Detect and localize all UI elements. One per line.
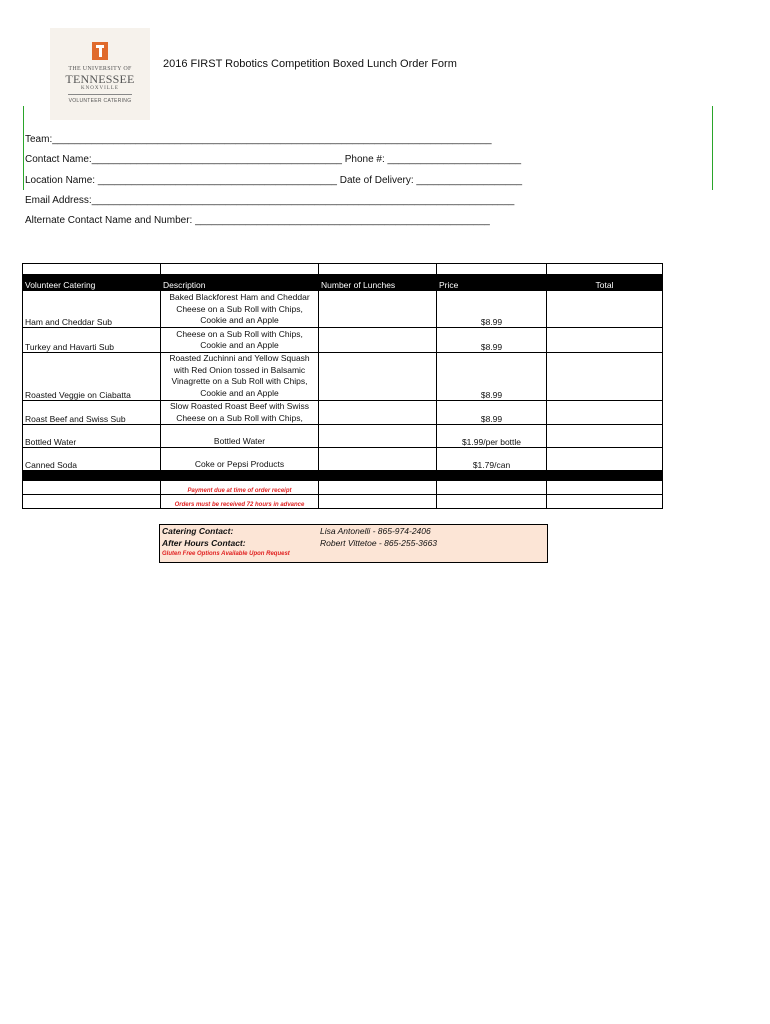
row-total bbox=[547, 400, 663, 424]
item-name: Canned Soda bbox=[23, 448, 161, 471]
table-cell bbox=[437, 481, 547, 495]
payment-note-row bbox=[23, 481, 663, 495]
contact-phone-field[interactable]: Contact Name:_____________________________________________ Phone #: ________________________ bbox=[25, 154, 522, 165]
payment-due-note: Payment due at time of order receipt bbox=[161, 481, 319, 495]
lunch-quantity-input[interactable] bbox=[319, 353, 437, 401]
table-cell bbox=[319, 481, 437, 495]
table-cell bbox=[547, 495, 663, 509]
lunch-quantity-input[interactable] bbox=[319, 328, 437, 353]
item-price: $8.99 bbox=[437, 291, 547, 328]
table-row bbox=[23, 291, 663, 328]
green-border-left bbox=[23, 106, 24, 190]
table-cell bbox=[319, 495, 437, 509]
header-number-of-lunches: Number of Lunches bbox=[319, 275, 437, 291]
table-row bbox=[23, 328, 663, 353]
catering-contact-label: Catering Contact: bbox=[162, 526, 234, 536]
blank-row bbox=[23, 264, 663, 275]
volunteer-catering-logo bbox=[50, 28, 150, 120]
item-price: $8.99 bbox=[437, 400, 547, 424]
item-name: Roast Beef and Swiss Sub bbox=[23, 400, 161, 424]
team-field[interactable]: Team:_______________________________________________________________________________ bbox=[25, 134, 492, 145]
after-hours-contact-label: After Hours Contact: bbox=[162, 538, 246, 548]
item-price: $1.79/can bbox=[437, 448, 547, 471]
item-description: Bottled Water bbox=[161, 425, 319, 448]
green-border-right bbox=[712, 106, 713, 190]
advance-note-row bbox=[23, 495, 663, 509]
table-row bbox=[23, 400, 663, 424]
gluten-free-note: Gluten Free Options Available Upon Request bbox=[162, 551, 290, 557]
item-description: Coke or Pepsi Products bbox=[161, 448, 319, 471]
advance-order-note: Orders must be received 72 hours in advance bbox=[161, 495, 319, 509]
logo-line-4: VOLUNTEER CATERING bbox=[68, 98, 132, 104]
table-row bbox=[23, 448, 663, 471]
table-cell bbox=[319, 264, 437, 275]
order-table bbox=[22, 263, 663, 509]
item-price: $1.99/per bottle bbox=[437, 425, 547, 448]
row-total bbox=[547, 328, 663, 353]
table-cell bbox=[23, 264, 161, 275]
item-price: $8.99 bbox=[437, 353, 547, 401]
item-description: Slow Roasted Roast Beef with Swiss Cheese on a Sub Roll with Chips, bbox=[161, 400, 319, 424]
table-cell bbox=[437, 495, 547, 509]
lunch-quantity-input[interactable] bbox=[319, 400, 437, 424]
header-description: Description bbox=[161, 275, 319, 291]
item-description: Baked Blackforest Ham and Cheddar Cheese on a Sub Roll with Chips, Cookie and an Apple bbox=[161, 291, 319, 328]
item-name: Ham and Cheddar Sub bbox=[23, 291, 161, 328]
power-t-icon bbox=[92, 42, 108, 60]
email-field[interactable]: Email Address:____________________________________________________________________________ bbox=[25, 195, 515, 206]
after-hours-contact-value: Robert Vittetoe - 865-255-3663 bbox=[320, 538, 438, 548]
row-total bbox=[547, 353, 663, 401]
header-row bbox=[23, 275, 663, 291]
header-item: Volunteer Catering bbox=[23, 275, 161, 291]
table-cell bbox=[547, 264, 663, 275]
header-total: Total bbox=[547, 275, 663, 291]
lunch-quantity-input[interactable] bbox=[319, 291, 437, 328]
location-date-field[interactable]: Location Name: ___________________________________________ Date of Delivery: ___________________ bbox=[25, 175, 523, 186]
black-separator-row bbox=[23, 471, 663, 481]
item-name: Turkey and Havarti Sub bbox=[23, 328, 161, 353]
catering-contact-value: Lisa Antonelli - 865-974-2406 bbox=[320, 526, 431, 536]
lunch-quantity-input[interactable] bbox=[319, 425, 437, 448]
logo-line-3: KNOXVILLE bbox=[81, 86, 119, 91]
item-name: Roasted Veggie on Ciabatta bbox=[23, 353, 161, 401]
form-title: 2016 FIRST Robotics Competition Boxed Lunch Order Form bbox=[163, 58, 457, 70]
table-cell bbox=[437, 264, 547, 275]
table-cell bbox=[23, 481, 161, 495]
contact-info-box bbox=[159, 524, 548, 563]
row-total bbox=[547, 291, 663, 328]
logo-line-2: TENNESSEE bbox=[65, 72, 135, 86]
item-description: Cheese on a Sub Roll with Chips, Cookie and an Apple bbox=[161, 328, 319, 353]
table-row bbox=[23, 353, 663, 401]
table-cell bbox=[547, 481, 663, 495]
row-total bbox=[547, 425, 663, 448]
alternate-contact-field[interactable]: Alternate Contact Name and Number: _____________________________________________________ bbox=[25, 215, 490, 226]
table-cell bbox=[23, 495, 161, 509]
item-price: $8.99 bbox=[437, 328, 547, 353]
item-name: Bottled Water bbox=[23, 425, 161, 448]
row-total bbox=[547, 448, 663, 471]
header-price: Price bbox=[437, 275, 547, 291]
table-cell bbox=[161, 264, 319, 275]
lunch-quantity-input[interactable] bbox=[319, 448, 437, 471]
logo-line-1: THE UNIVERSITY OF bbox=[68, 66, 132, 72]
item-description: Roasted Zuchinni and Yellow Squash with Red Onion tossed in Balsamic Vinagrette on a Sub Roll with Chips, Cookie and an Apple bbox=[161, 353, 319, 401]
logo-divider bbox=[68, 94, 132, 95]
table-row bbox=[23, 425, 663, 448]
